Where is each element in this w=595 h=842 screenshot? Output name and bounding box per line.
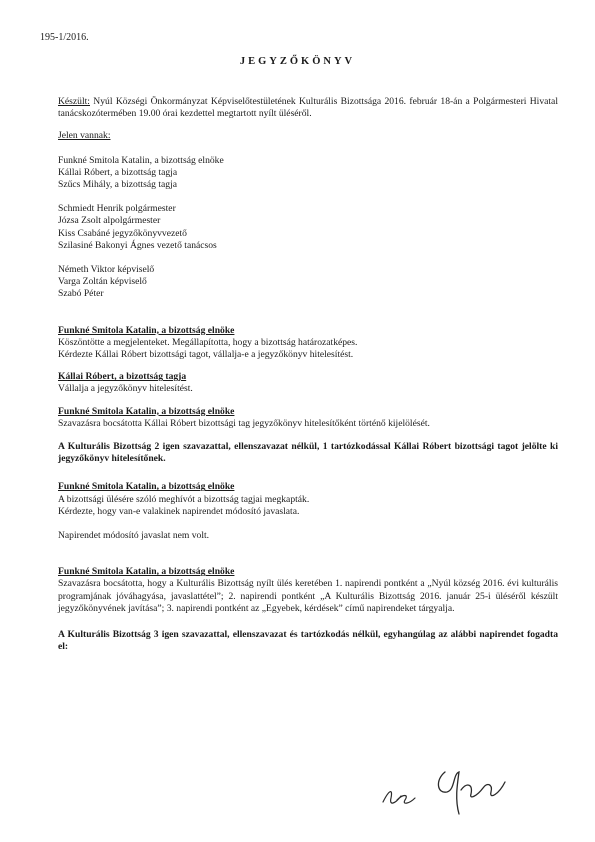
list-item: Funkné Smitola Katalin, a bizottság elnöke [58, 154, 224, 166]
section-speaker: Kállai Róbert, a bizottság tagja [58, 371, 187, 383]
list-item: Kiss Csabáné jegyzőkönyvvezető [58, 227, 187, 239]
list-item: Szilasiné Bakonyi Ágnes vezető tanácsos [58, 239, 217, 251]
section-line: Kérdezte Kállai Róbert bizottsági tagot, vállalja-e a jegyzőkönyv hitelesítést. [58, 349, 354, 361]
document-title: JEGYZŐKÖNYV [239, 56, 356, 67]
section-line: Kérdezte, hogy van-e valakinek napirendet módosító javaslata. [58, 505, 300, 517]
section-agenda-vote-call [58, 566, 558, 615]
section-text: Szavazásra bocsátotta, hogy a Kulturális Bizottság nyílt ülés keretében 1. napirendi pontként a „Nyúl község 2016. évi kulturális programjának jóváhagyása, javaslattétel”; 2. napirendi pontként „A Kulturális Bizottság 2016. január 25-i üléséről készült jegyzőkönyvének javítása”; 3. napirendi pontként az „Egyebek, kérdések” című napirendeket tárgyalja. [58, 578, 558, 614]
list-item: Schmiedt Henrik polgármester [58, 203, 176, 215]
present-office-list [58, 203, 558, 252]
section-member-reply [58, 371, 558, 395]
present-representatives-list [58, 264, 558, 301]
document-number: 195-1/2016. [40, 32, 89, 43]
section-line: Szavazásra bocsátotta Kállai Róbert bizottsági tag jegyzőkönyv hitelesítőként történő kijelölését. [58, 417, 430, 429]
section-speaker: Funkné Smitola Katalin, a bizottság elnöke [58, 324, 235, 336]
section-line: Vállalja a jegyzőkönyv hitelesítést. [58, 383, 193, 395]
section-chair-vote-call [58, 406, 558, 430]
list-item: Varga Zoltán képviselő [58, 276, 147, 288]
handwritten-signature [375, 760, 525, 820]
vote-result-2: A Kulturális Bizottság 3 igen szavazattal, ellenszavazat és tartózkodás nélkül, egyhangúlag az alábbi napirendet fogadta el: [58, 629, 558, 653]
intro-label: Készült: [58, 96, 90, 107]
section-speaker: Funkné Smitola Katalin, a bizottság elnöke [58, 481, 235, 493]
intro-text: Nyúl Községi Önkormányzat Képviselőtestületének Kulturális Bizottsága 2016. február 18-án a Polgármesteri Hivatal tanácskozótermében 19.00 órai kezdettel megtartott nyílt üléséről. [58, 96, 558, 120]
section-line: Köszöntötte a megjelenteket. Megállapította, hogy a bizottság határozatképes. [58, 336, 358, 348]
section-agenda-invitation [58, 481, 558, 542]
section-chair-opening [58, 325, 558, 362]
signature-initials [383, 792, 415, 804]
section-note: Napirendet módosító javaslat nem volt. [58, 530, 210, 542]
present-committee-list [58, 155, 558, 192]
intro-paragraph [58, 96, 558, 120]
present-label: Jelen vannak: [58, 130, 111, 142]
document-body [58, 96, 558, 654]
list-item: Kállai Róbert, a bizottság tagja [58, 166, 178, 178]
signature-main [438, 772, 505, 814]
section-speaker: Funkné Smitola Katalin, a bizottság elnöke [58, 405, 235, 417]
vote-result-1: A Kulturális Bizottság 2 igen szavazattal, ellenszavazat nélkül, 1 tartózkodással Kállai Róbert bizottsági tagot jelölte ki jegyzőkönyv hitelesítőnek. [58, 441, 558, 465]
list-item: Józsa Zsolt alpolgármester [58, 215, 161, 227]
section-line: A bizottsági ülésére szóló meghívót a bizottság tagjai megkapták. [58, 493, 310, 505]
list-item: Szabó Péter [58, 288, 104, 300]
section-speaker: Funkné Smitola Katalin, a bizottság elnöke [58, 566, 235, 578]
list-item: Szűcs Mihály, a bizottság tagja [58, 179, 178, 191]
list-item: Németh Viktor képviselő [58, 264, 155, 276]
